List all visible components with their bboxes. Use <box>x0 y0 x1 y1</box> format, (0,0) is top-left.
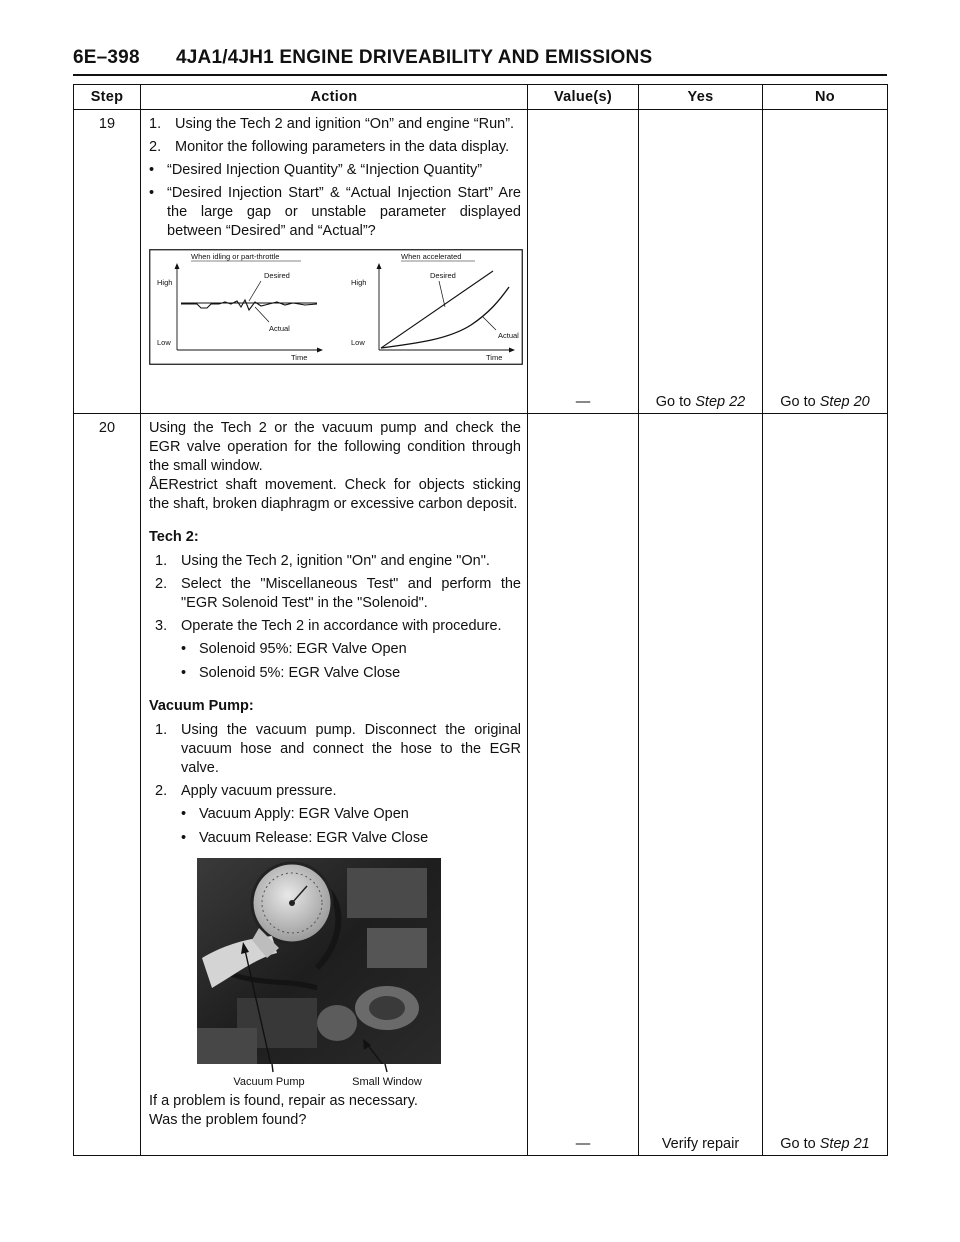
yes-cell: Go to Step 22 <box>639 110 763 414</box>
col-step: Step <box>74 85 141 110</box>
graph-left-actual: Actual <box>269 324 290 333</box>
sub-bullet: • Solenoid 5%: EGR Valve Close <box>181 665 401 681</box>
list-item: 1. Using the Tech 2 and ignition “On” and engine “Run”. <box>149 116 515 132</box>
list-item: 2. Apply vacuum pressure. <box>155 783 337 799</box>
graph-left-title: When idling or part-throttle <box>191 252 280 261</box>
list-item: 2. Select the "Miscellaneous Test" and perform the "EGR Solenoid Test" in the "Solenoid". <box>155 576 521 611</box>
list-item: 2. Monitor the following parameters in the data display. <box>149 139 510 155</box>
injection-graph-figure <box>149 249 521 365</box>
list-item: 1. Using the vacuum pump. Disconnect the original vacuum hose and connect the hose to the EGR valve. <box>155 722 521 776</box>
graph-left-desired: Desired <box>264 271 290 280</box>
no-cell: Go to Step 20 <box>763 110 888 414</box>
no-step-link: Step 20 <box>819 394 870 410</box>
graph-left-high: High <box>157 278 173 287</box>
value-cell: — <box>528 110 639 414</box>
graph-right-low: Low <box>351 338 365 347</box>
page-header <box>73 44 887 76</box>
graph-right-actual: Actual <box>498 331 519 340</box>
no-cell: Go to Step 21 <box>763 414 888 1156</box>
table-row-step-20 <box>74 414 888 1156</box>
small-window-label: Small Window <box>352 1076 422 1088</box>
sub-bullet: • Vacuum Release: EGR Valve Close <box>181 830 429 846</box>
list-item: 1. Using the Tech 2, ignition "On" and engine "On". <box>155 553 490 569</box>
yes-step-link: Step 22 <box>695 394 746 410</box>
no-step-link: Step 21 <box>819 1136 870 1152</box>
step-number: 20 <box>74 414 141 1156</box>
egr-photo <box>197 858 441 1090</box>
sub-bullet: • Solenoid 95%: EGR Valve Open <box>181 641 407 657</box>
graph-right-desired: Desired <box>430 271 456 280</box>
bullet-item: • “Desired Injection Quantity” & “Injection Quantity” <box>149 162 483 178</box>
col-action: Action <box>141 85 528 110</box>
intro-text-2: ÅERestrict shaft movement. Check for objects sticking the shaft, broken diaphragm or excessive carbon deposit. <box>149 477 521 512</box>
action-cell <box>141 414 528 1156</box>
col-yes: Yes <box>639 85 763 110</box>
bullet-item: • “Desired Injection Start” & “Actual Injection Start” Are the large gap or unstable parameter displayed between “Desired” and “Actual”? <box>149 185 521 239</box>
step-number: 19 <box>74 110 141 414</box>
egr-photo-figure <box>197 858 441 1090</box>
col-values: Value(s) <box>528 85 639 110</box>
graph-right-time: Time <box>486 353 503 362</box>
graph-left-time: Time <box>291 353 308 362</box>
injection-graph <box>149 249 523 365</box>
list-item: 3. Operate the Tech 2 in accordance with procedure. <box>155 618 502 634</box>
closing-text: If a problem is found, repair as necessary. <box>149 1093 418 1109</box>
table-header-row <box>74 85 888 110</box>
graph-right-high: High <box>351 278 367 287</box>
action-cell <box>141 110 528 414</box>
graph-right-title: When accelerated <box>401 252 462 261</box>
table-row-step-19 <box>74 110 888 414</box>
sub-bullet: • Vacuum Apply: EGR Valve Open <box>181 806 409 822</box>
graph-left-low: Low <box>157 338 171 347</box>
tech2-heading: Tech 2: <box>149 529 199 545</box>
yes-cell: Verify repair <box>639 414 763 1156</box>
section-code: 6E–398 <box>73 47 140 68</box>
diagnostic-table <box>73 84 888 1156</box>
vacuum-pump-label: Vacuum Pump <box>233 1076 305 1088</box>
vacuum-heading: Vacuum Pump: <box>149 698 254 714</box>
col-no: No <box>763 85 888 110</box>
value-cell: — <box>528 414 639 1156</box>
intro-text: Using the Tech 2 or the vacuum pump and check the EGR valve operation for the following condition through the small window. <box>149 420 521 474</box>
question-text: Was the problem found? <box>149 1112 307 1128</box>
page-title: 4JA1/4JH1 ENGINE DRIVEABILITY AND EMISSIONS <box>176 47 653 68</box>
